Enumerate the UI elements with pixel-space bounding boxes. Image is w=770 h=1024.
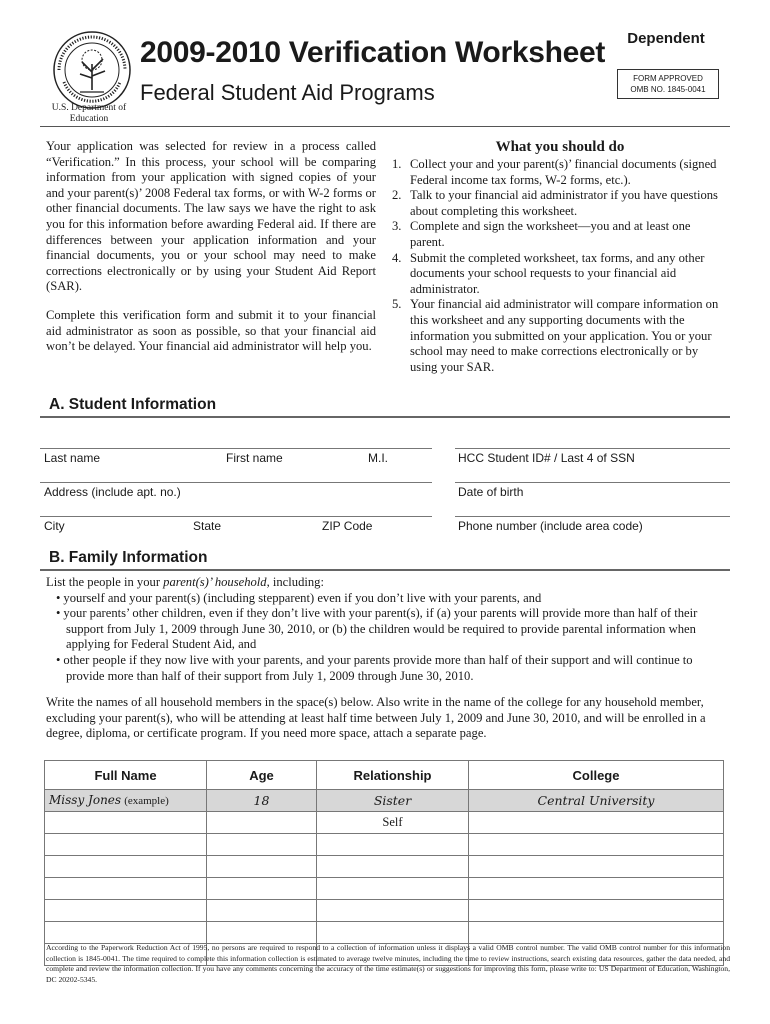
zip-label: ZIP Code xyxy=(322,519,373,533)
steps-list xyxy=(392,157,724,375)
example-college: Central University xyxy=(469,790,724,812)
relationship-cell[interactable] xyxy=(317,900,469,922)
table-row xyxy=(45,900,724,922)
intro-text xyxy=(46,139,376,368)
first-name-label: First name xyxy=(226,451,283,465)
list-item: 2. Talk to your financial aid administrator if you have questions about completing this worksheet. xyxy=(392,188,718,218)
table-row xyxy=(45,834,724,856)
what-to-do-heading: What you should do xyxy=(495,139,625,155)
list-item: • your parents’ other children, even if they don’t live with your parent(s), if (a) your parents will provide more than half of their support from July 1, 2009 through June 30, 2010, or (b) the children would be required to provide parental information when applying for Federal Student Aid, and xyxy=(56,606,698,652)
col-college: College xyxy=(469,761,724,790)
omb-box xyxy=(617,69,719,99)
relationship-cell[interactable] xyxy=(317,834,469,856)
col-full-name: Full Name xyxy=(45,761,207,790)
list-item: 1. Collect your and your parent(s)’ financial documents (signed Federal income tax forms, W-2 forms, etc.). xyxy=(392,157,717,187)
table-row xyxy=(45,812,724,834)
name-cell[interactable] xyxy=(45,856,207,878)
age-cell[interactable] xyxy=(207,922,317,944)
section-a-title: A. Student Information xyxy=(49,396,217,413)
college-cell[interactable] xyxy=(469,834,724,856)
table-header-row xyxy=(45,761,724,790)
age-cell[interactable] xyxy=(207,856,317,878)
college-cell[interactable] xyxy=(469,922,724,944)
household-criteria xyxy=(46,575,726,684)
name-cell[interactable] xyxy=(45,900,207,922)
example-age: 18 xyxy=(207,790,317,812)
name-line[interactable] xyxy=(40,448,432,449)
name-cell[interactable] xyxy=(45,922,207,944)
list-item: • yourself and your parent(s) (including stepparent) even if you don’t live with your parents, and xyxy=(56,590,542,605)
age-cell[interactable] xyxy=(207,812,317,834)
department-name: U.S. Department of Education xyxy=(51,103,127,124)
paperwork-reduction-footnote: According to the Paperwork Reduction Act of 1995, no persons are required to respond to a collection of information unless it displays a valid OMB control number. The valid OMB control number for this information collection is 1845-0041. The time required to complete this information collection is estimated to average twelve minutes, including the time to review instructions, search existing data resources, gather the data needed, and complete and review the information collection. If you have any comments concerning the accuracy of the time estimate(s) or suggestions for improving this form, please write to: US Department of Education, Washington, DC 20202-5345. xyxy=(46,943,730,984)
list-item: 5. Your financial aid administrator will compare information on this worksheet and any supporting documents with the information you submitted on your application. You or your school may need to make corrections electronically or by using your SAR. xyxy=(392,297,719,374)
department-seal-logo xyxy=(52,30,132,110)
college-cell[interactable] xyxy=(469,878,724,900)
section-b-header xyxy=(40,547,730,571)
section-b-title: B. Family Information xyxy=(49,549,208,566)
relationship-cell[interactable] xyxy=(317,878,469,900)
relationship-cell[interactable] xyxy=(317,922,469,944)
example-row xyxy=(45,790,724,812)
form-approved-label: FORM APPROVED xyxy=(633,74,703,83)
age-cell[interactable] xyxy=(207,834,317,856)
student-id-label: HCC Student ID# / Last 4 of SSN xyxy=(458,451,635,465)
section-a-header xyxy=(40,394,730,418)
college-cell[interactable] xyxy=(469,812,724,834)
name-cell[interactable] xyxy=(45,812,207,834)
household-table xyxy=(44,760,724,966)
state-label: State xyxy=(193,519,222,533)
table-row xyxy=(45,856,724,878)
relationship-cell[interactable] xyxy=(317,856,469,878)
phone-label: Phone number (include area code) xyxy=(458,519,643,533)
mi-label: M.I. xyxy=(368,451,388,465)
example-relationship: Sister xyxy=(317,790,469,812)
page-title: 2009-2010 Verification Worksheet xyxy=(140,36,606,69)
list-item: • other people if they now live with your parents, and your parents provide more than half of their support and will continue to provide more than half of their support from July 1, 2009 through June 30, 2010. xyxy=(56,652,693,683)
table-row xyxy=(45,922,724,944)
page-subtitle: Federal Student Aid Programs xyxy=(140,80,435,105)
household-instructions: Write the names of all household members in the space(s) below. Also write in the name of the college for any household member, excluding your parent(s), who will be attending at least half time between July 1, 2009 and June 30, 2010, and will be enrolled in a degree, diploma, or certificate program. If you need more space, attach a separate page. xyxy=(46,695,706,741)
header-divider xyxy=(40,126,730,127)
dependent-label: Dependent xyxy=(627,30,705,47)
name-cell[interactable] xyxy=(45,878,207,900)
criteria-list xyxy=(46,591,726,685)
table-row xyxy=(45,878,724,900)
omb-number: OMB NO. 1845-0041 xyxy=(630,85,706,94)
dob-label: Date of birth xyxy=(458,485,524,499)
intro-paragraph-2: Complete this verification form and submit it to your financial aid administrator as soon as possible, so that your financial aid won’t be delayed. Your financial aid administrator will help you. xyxy=(46,307,376,354)
dob-line[interactable] xyxy=(455,482,730,483)
age-cell[interactable] xyxy=(207,878,317,900)
last-name-label: Last name xyxy=(44,451,101,465)
col-relationship: Relationship xyxy=(317,761,469,790)
example-tag: (example) xyxy=(124,795,169,807)
self-relationship: Self xyxy=(317,812,469,834)
city-label: City xyxy=(44,519,65,533)
student-id-line[interactable] xyxy=(455,448,730,449)
name-cell[interactable] xyxy=(45,834,207,856)
example-name: Missy Jones xyxy=(49,793,122,807)
list-item: 4. Submit the completed worksheet, tax forms, and any other documents your school requests to your financial aid administrator. xyxy=(392,250,705,296)
example-name-cell xyxy=(45,790,207,812)
age-cell[interactable] xyxy=(207,900,317,922)
household-lead: List the people in your parent(s)’ household, including: xyxy=(46,575,324,589)
city-line[interactable] xyxy=(40,516,432,517)
address-line[interactable] xyxy=(40,482,432,483)
college-cell[interactable] xyxy=(469,856,724,878)
intro-paragraph-1: Your application was selected for review in a process called “Verification.” In this process, your school will be comparing information from your application with signed copies of your and your parent(s)’ 2008 Federal tax forms, or with W-2 forms or other financial documents. The law says we have the right to ask you for this information before awarding Federal aid. If there are differences between your application information and your financial documents, you or your school may need to make corrections electronically or by using your Student Aid Report (SAR). xyxy=(46,139,376,294)
col-age: Age xyxy=(207,761,317,790)
list-item: 3. Complete and sign the worksheet—you and at least one parent. xyxy=(392,219,691,249)
college-cell[interactable] xyxy=(469,900,724,922)
address-label: Address (include apt. no.) xyxy=(44,485,181,499)
phone-line[interactable] xyxy=(455,516,730,517)
